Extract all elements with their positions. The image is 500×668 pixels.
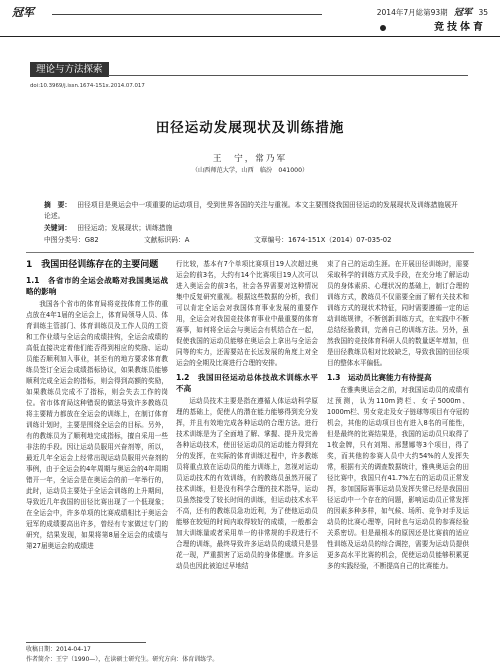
header-brand-right: 冠军: [454, 8, 473, 18]
subsection-heading: 1.1 各省市的全运会战略对我国奥运战略的影响: [26, 276, 168, 296]
paragraph: 束了自己的运动生涯。在开展田径训练时，需要采取科学的训练方式及手段，在充分地了解运动员的身体素质、心理状况的基础上，制订合理的训练方式，教练员不仅需要全面了解有关技术和训练方式的现状术特征，同时需要遵循一定的运动训练规律，不断创新训练方式，在实践中不断总结经验教训，完善自己的训练方法。另外，虽然我国的竞技体育科研人员的数量逐年增加，但是田径教练员相对比较缺乏，导致我国的田径项目的整体水平偏低。: [327, 260, 469, 367]
doi: doi:10.3969/j.issn.1674-151x.2014.07.017: [30, 83, 145, 89]
classification-row: [44, 235, 464, 246]
subsection-heading: 1.2 我国田径运动总体技战术训练水平不高: [176, 373, 318, 393]
issue-label: 2014年7月総第93期: [376, 8, 448, 17]
paragraph: 运动员技术主要是指在遵循人体运动科学原理的基础上，促使人的潜在能力能够得到充分发挥，并且有效地完成各种运动的合理方法。进行技术训练是为了全面地了解、掌握、提升及完善各种运动技术，使田径运动员的运动能力得到充分的发挥，在实际的体育训练过程中，许多教练员将重点放在运动员的能力训练上，忽视对运动员运动技术的有效训练，有的教练员虽然开展了技术训练，但是没有科学合理的技术指导，运动员虽然接受了较长时间的训练，但运动技术水平不高，还有的教练员急功近利，为了使他运动员能够在较短的时间内取得较好的成绩，一般都会加大训练量或者采用单一的非常规的手段进行不合理的训练，最终导致许多运动员的成绩只是昙花一现，严重损害了运动员的身体健康。许多运动员也因此被迫过早地结: [176, 397, 318, 570]
header-brand-left: 冠军: [12, 6, 34, 19]
page-number: 35: [478, 8, 488, 17]
paragraph: 我国各个省市的体育局将竞技体育工作的重点放在4年1届的全运会上，体育局领导人员、体育训练主管部门、体育训练员及工作人员的工资和工作业绩与全运会的成绩挂钩，全运会成绩的高低直接决定着他们能否得到相应的奖励、运动员能否顺利加入事业，甚至有的地方要求体育教练员签订全运会成绩指标协议，如果教练员能够顺利完成全运会的指标，则会得到高额的奖励，如果教练员完成不了指标，则会失去工作的岗位。省市体育局这种错误的做法导致许多教练员将主要精力都放在全运会的训练上，在制订体育训练计划时，主要是围绕全运会的目标。另外，有的教练员为了顺利地完成指标，擅自采用一些非法的手段。因让运动员服用兴奋剂等，所以，最近几年全运会上经常出现运动员服用兴奋剂的事例，由于全运会的4年周期与奥运会的4年周期错开一年，全运会是在奥运会的前一年举行的，此时，运动员主要处于全运会训练的上升期间，导致近几年我国的田径比赛出现了一个低现象；在全运会中，许多单项的比赛成绩相比于奥运会冠军的成绩要高出许多，曾经有专家做过专门的研究，结果发现，如果将第8届全运会的成绩与第27届奥运会的成绩进: [26, 300, 168, 550]
body-column-2: [176, 259, 318, 634]
abstract-divider: [26, 252, 474, 253]
header-issue-info: [377, 6, 488, 20]
page-header: [0, 0, 500, 37]
received-date: 收稿日期：2014-04-17: [26, 646, 91, 653]
journal-name: 竞技体育: [434, 22, 486, 33]
class-number: 中图分类号：G82: [44, 236, 99, 244]
column-tag-rule: [108, 75, 468, 76]
section-heading: 1 我国田径训练存在的主要问题: [26, 260, 159, 270]
paragraph: 在雅典奥运会之前，对我国运动员的成绩有过预测，认为110m跨栏、女子5000m、1000m栏、男女竞走及女子链球等项目有夺冠的机会，其他的运动项目也有进入8名的可能性，但是最终的比赛结果是，我国的运动员只取得了1枚金牌，只有刘翔、邢慧娜等3个项目，得了奖，而其他的参赛人员中大约54%的人发挥失常，根据有关的调查数据统计，雅典奥运会的田径比赛中，我国只有41.7%左右的运动员正常发挥，参加国际赛事运动员发挥失常已经是我国田径运动中一个存在的问题，影响运动员正常发挥的因素多种多样，如气候、场所、竞争对手及运动员的比赛心理等，同时也与运动员的参赛经验关系密切。但是最根本的原因还是比赛前的适应性训练及运动员的综合调控，需要为运动员提供更多高水平比赛的机会，促使运动员能够积累更多的实践经验，不断提高自己的比赛能力。: [327, 386, 469, 570]
subsection-heading: 1.3 运动员比赛能力有待提高: [327, 373, 432, 382]
keywords-label: 关键词：: [44, 224, 72, 232]
abstract-text: 田径项目是奥运会中一项重要的运动项目，受到世界各国的关注与重视。本文主要围绕我国田径运动的发展现状及训练措施展开论述。: [44, 201, 458, 220]
author-names: 王 宁，常乃军: [212, 154, 288, 164]
article-title: 田径运动发展现状及训练措施: [155, 120, 345, 136]
author-affiliation: （山西师范大学，山西 临汾 041000）: [191, 167, 309, 174]
column-tag: 理论与方法探索: [30, 62, 109, 77]
body-column-3: [327, 259, 469, 634]
document-code: 文献标识码：A: [144, 236, 190, 244]
keywords: [44, 223, 464, 234]
paragraph: 行比较，基本有7个单项比赛项目19人次超过奥运会的前3名，大约有14个比赛项目19人次可以进入奥运会的前3名，社会各界需要对这种情况集中反复研究重视。根据这些数据的分析，我们可以肯定全运会对我国体育事业发展的重要作用，全运会对我国竞技体育事业中最重要的体育赛事，如何将全运会与奥运会有机结合在一起，促使我国的运动员能够在奥运会上拿出与全运会同等的实力，还需要站在长远发展的角度上对全运会的全期及比赛进行合理的安排。: [176, 260, 318, 367]
author-bio: 作者简介：王宁（1990—），在读硕士研究生。研究方向：体育训练学。: [26, 656, 219, 663]
keywords-text: 田径运动；发展现状；训练措施: [77, 224, 173, 232]
abstract-label: 摘 要：: [44, 201, 72, 209]
abstract: [44, 200, 464, 222]
body-column-1: [26, 259, 168, 634]
header-dot: [380, 25, 386, 31]
header-rule: [52, 14, 322, 15]
article-number: 文章编号：1674-151X（2014）07-035-02: [254, 236, 392, 244]
footnote-rule: [26, 642, 146, 643]
